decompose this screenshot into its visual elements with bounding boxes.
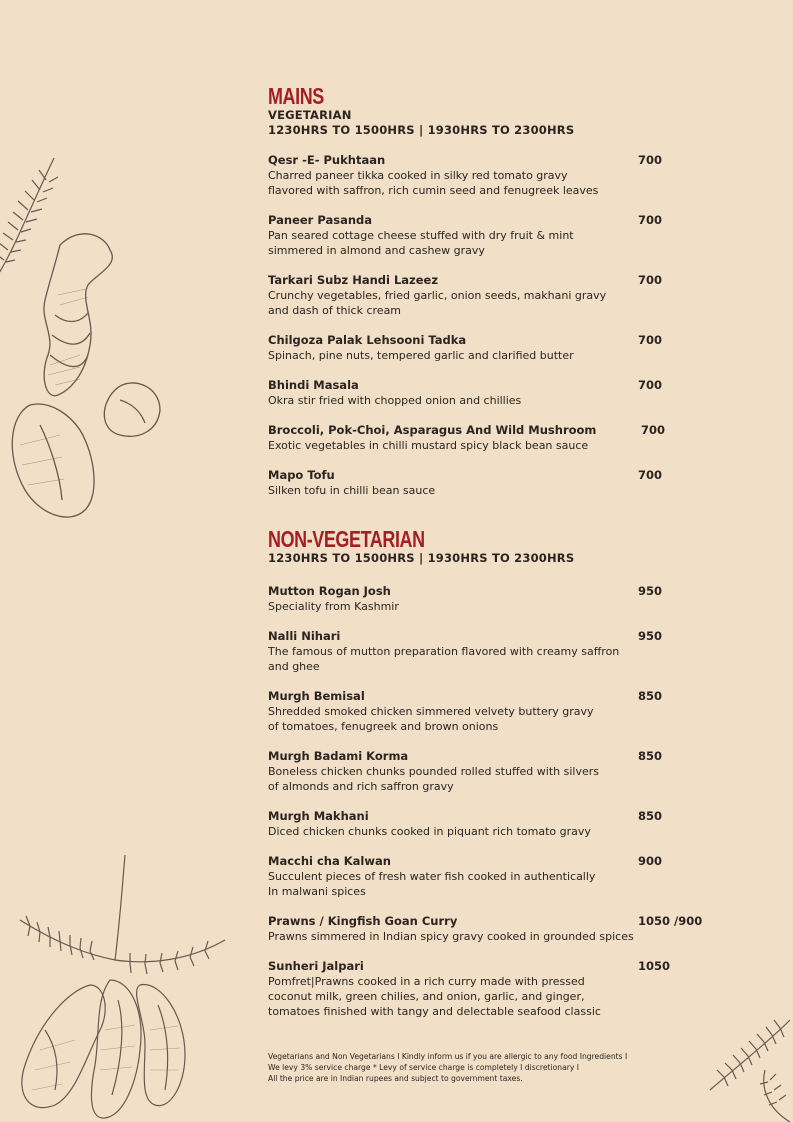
- footnote: [268, 1051, 708, 1084]
- item-price: 1050: [638, 959, 671, 973]
- item-description: Exotic vegetables in chilli mustard spicy black bean sauce: [268, 439, 589, 452]
- item-name: Qesr -E- Pukhtaan: [268, 153, 386, 167]
- item-price: 850: [638, 809, 663, 823]
- item-price: 900: [638, 854, 663, 868]
- veg-heading: VEGETARIAN: [268, 108, 352, 122]
- item-description: Spinach, pine nuts, tempered garlic and clarified butter: [268, 349, 574, 362]
- menu-item: [268, 584, 728, 614]
- item-name: Tarkari Subz Handi Lazeez: [268, 273, 439, 287]
- menu-item: [268, 423, 728, 453]
- item-description: Speciality from Kashmir: [268, 600, 399, 613]
- item-name: Mutton Rogan Josh: [268, 584, 391, 598]
- item-price: 1050 /900: [638, 914, 703, 928]
- item-price: 700: [638, 333, 663, 347]
- item-name: Murgh Makhani: [268, 809, 369, 823]
- item-name: Murgh Badami Korma: [268, 749, 409, 763]
- nonveg-hours: 1230HRS TO 1500HRS | 1930HRS TO 2300HRS: [268, 551, 575, 565]
- item-description: Pomfret|Prawns cooked in a rich curry made with pressed coconut milk, green chilies, and onion, garlic, and ginger, tomatoes finished with tangy and delectable seafood classic: [268, 975, 601, 1018]
- mains-section: [268, 84, 728, 498]
- menu-item: [268, 629, 728, 674]
- menu-item: [268, 468, 728, 498]
- item-name: Bhindi Masala: [268, 378, 359, 392]
- item-description: Pan seared cottage cheese stuffed with dry fruit & mint simmered in almond and cashew gravy: [268, 229, 574, 257]
- menu-item: [268, 854, 728, 899]
- menu-item: [268, 273, 728, 318]
- footnote-allergy: Vegetarians and Non Vegetarians I Kindly inform us if you are allergic to any food Ingredients I: [268, 1052, 628, 1061]
- item-price: 700: [641, 423, 666, 437]
- item-name: Sunheri Jalpari: [268, 959, 364, 973]
- item-price: 700: [638, 213, 663, 227]
- section-title-nonveg: NON-VEGETARIAN: [268, 526, 425, 552]
- item-name: Nalli Nihari: [268, 629, 341, 643]
- item-description: Boneless chicken chunks pounded rolled stuffed with silvers of almonds and rich saffron gravy: [268, 765, 599, 793]
- menu-item: [268, 378, 728, 408]
- tamarind-branch-icon: [0, 850, 230, 1122]
- item-price: 700: [638, 468, 663, 482]
- item-name: Paneer Pasanda: [268, 213, 373, 227]
- item-name: Mapo Tofu: [268, 468, 335, 482]
- item-description: Succulent pieces of fresh water fish cooked in authentically In malwani spices: [268, 870, 596, 898]
- item-description: Crunchy vegetables, fried garlic, onion seeds, makhani gravy and dash of thick cream: [268, 289, 607, 317]
- tamarind-pod-icon: [0, 225, 165, 530]
- item-price: 700: [638, 273, 663, 287]
- menu-item: [268, 749, 728, 794]
- menu-item: [268, 809, 728, 839]
- menu-item: [268, 914, 728, 944]
- item-description: Okra stir fried with chopped onion and chillies: [268, 394, 522, 407]
- item-description: Prawns simmered in Indian spicy gravy cooked in grounded spices: [268, 930, 634, 943]
- item-name: Macchi cha Kalwan: [268, 854, 391, 868]
- menu-item: [268, 333, 728, 363]
- item-price: 950: [638, 584, 663, 598]
- item-price: 850: [638, 689, 663, 703]
- item-description: Silken tofu in chilli bean sauce: [268, 484, 436, 497]
- item-description: Shredded smoked chicken simmered velvety buttery gravy of tomatoes, fenugreek and brown onions: [268, 705, 594, 733]
- veg-item-list: [268, 153, 728, 498]
- menu-content: [268, 84, 728, 1019]
- nonveg-item-list: [268, 584, 728, 1019]
- nonveg-section: [268, 527, 728, 1019]
- item-description: Diced chicken chunks cooked in piquant rich tomato gravy: [268, 825, 591, 838]
- menu-item: [268, 213, 728, 258]
- menu-item: [268, 959, 728, 1019]
- section-title-mains: MAINS: [268, 83, 324, 109]
- item-name: Broccoli, Pok-Choi, Asparagus And Wild Mushroom: [268, 423, 597, 437]
- footnote-service-charge: We levy 3% service charge * Levy of service charge is completely I discretionary I: [268, 1063, 579, 1072]
- item-description: The famous of mutton preparation flavored with creamy saffron and ghee: [268, 645, 620, 673]
- item-name: Chilgoza Palak Lehsooni Tadka: [268, 333, 467, 347]
- item-price: 950: [638, 629, 663, 643]
- item-price: 700: [638, 378, 663, 392]
- item-name: Murgh Bemisal: [268, 689, 365, 703]
- veg-hours: 1230HRS TO 1500HRS | 1930HRS TO 2300HRS: [268, 123, 575, 137]
- menu-item: [268, 153, 728, 198]
- menu-item: [268, 689, 728, 734]
- item-price: 850: [638, 749, 663, 763]
- item-price: 700: [638, 153, 663, 167]
- item-name: Prawns / Kingfish Goan Curry: [268, 914, 458, 928]
- footnote-taxes: All the price are in Indian rupees and subject to government taxes.: [268, 1074, 523, 1083]
- item-description: Charred paneer tikka cooked in silky red tomato gravy flavored with saffron, rich cumin seed and fenugreek leaves: [268, 169, 599, 197]
